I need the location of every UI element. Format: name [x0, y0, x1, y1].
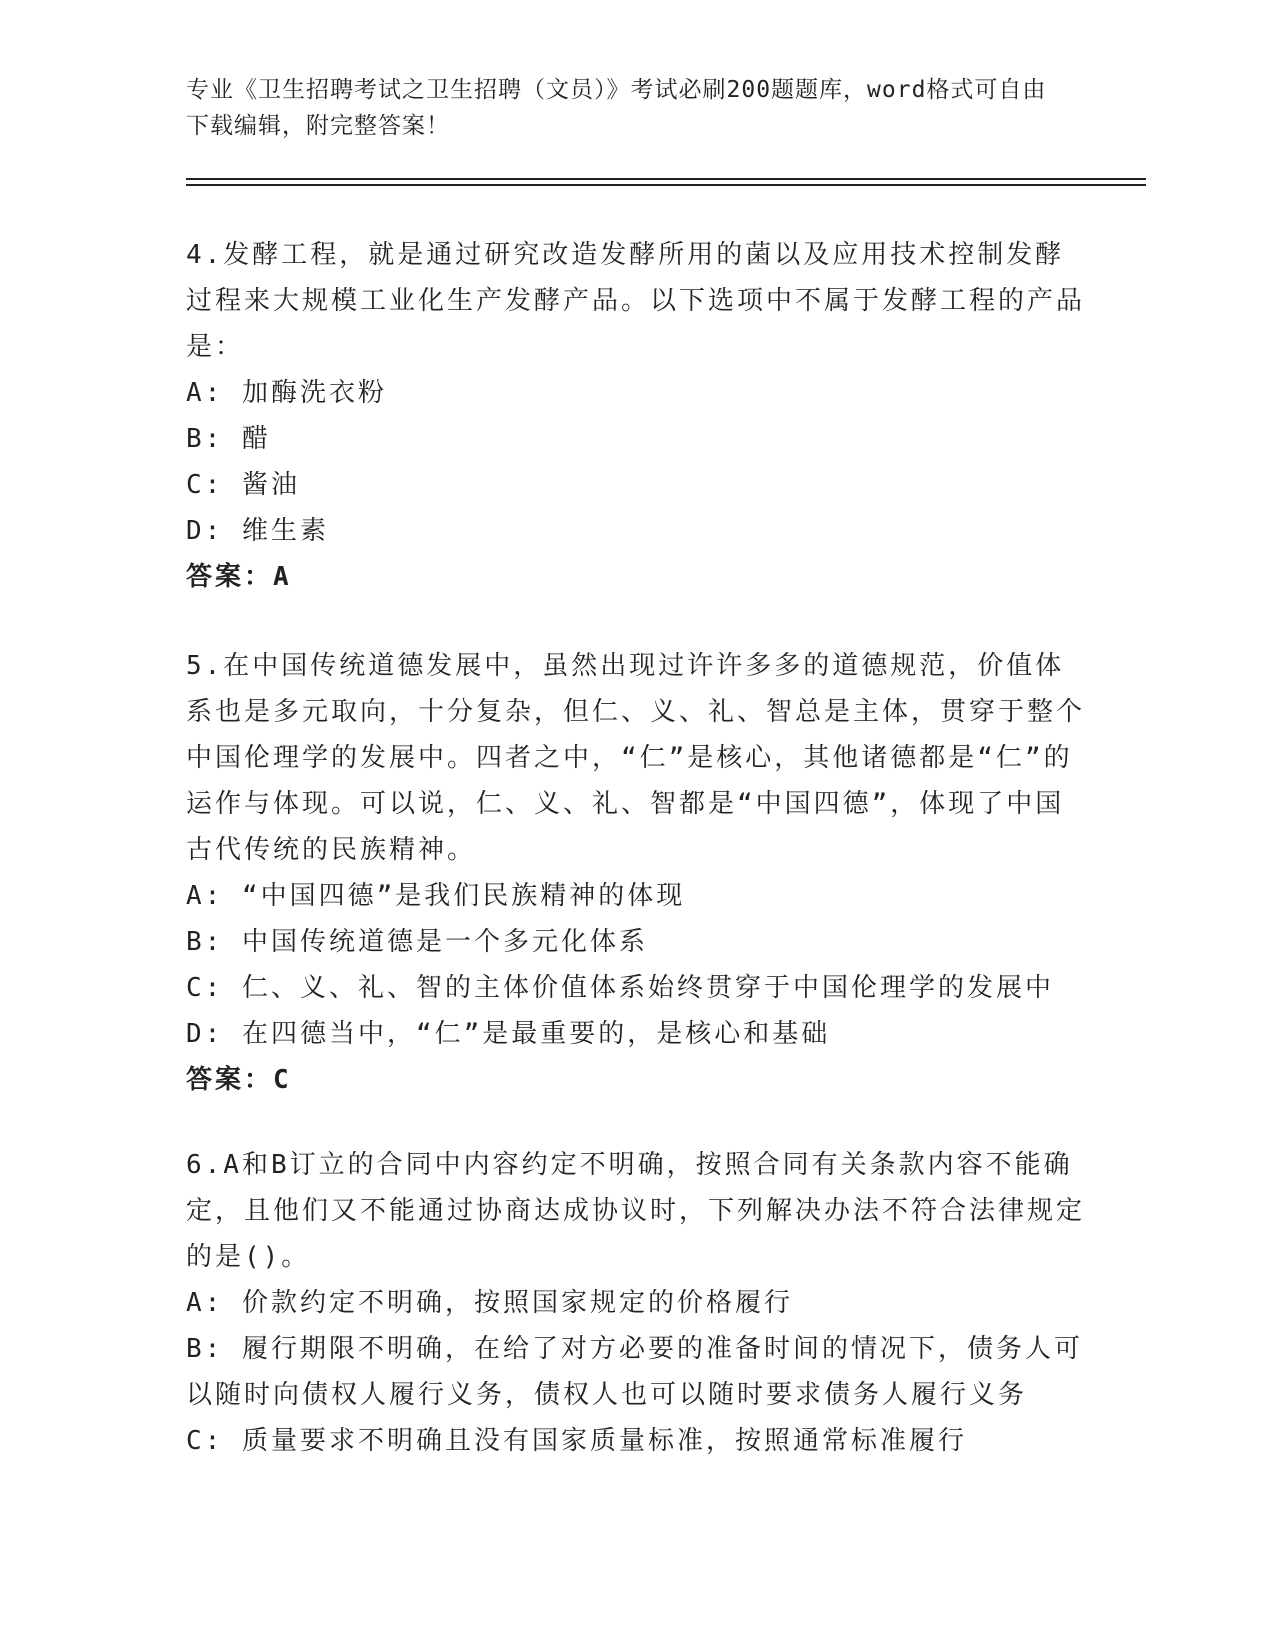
- option-a: A: 加酶洗衣粉: [186, 378, 387, 408]
- header-divider-top: [186, 178, 1146, 180]
- option-b: B: 中国传统道德是一个多元化体系: [186, 927, 648, 957]
- question-text: 6.A和B订立的合同中内容约定不明确，按照合同有关条款内容不能确定，且他们又不能通过协商达成协议时，下列解决办法不符合法律规定的是()。: [186, 1150, 1086, 1272]
- answer: 答案：A: [186, 562, 292, 592]
- option-c: C: 质量要求不明确且没有国家质量标准，按照通常标准履行: [186, 1426, 967, 1456]
- option-d: D: 维生素: [186, 516, 329, 546]
- option-a: A: 价款约定不明确，按照国家规定的价格履行: [186, 1288, 793, 1318]
- option-c: C: 酱油: [186, 470, 300, 500]
- header-divider-bottom: [186, 184, 1146, 186]
- option-c: C: 仁、义、礼、智的主体价值体系始终贯穿于中国伦理学的发展中: [186, 973, 1054, 1003]
- option-b: B: 履行期限不明确，在给了对方必要的准备时间的情况下，债务人可以随时向债权人履行义务，债权人也可以随时要求债务人履行义务: [186, 1334, 1083, 1410]
- question-4: [186, 232, 1086, 600]
- question-6: [186, 1142, 1086, 1464]
- question-5: [186, 643, 1086, 1103]
- option-a: A: “中国四德”是我们民族精神的体现: [186, 881, 686, 911]
- answer: 答案：C: [186, 1065, 292, 1095]
- option-b: B: 醋: [186, 424, 271, 454]
- question-text: 5.在中国传统道德发展中，虽然出现过许许多多的道德规范，价值体系也是多元取向，十分复杂，但仁、义、礼、智总是主体，贯穿于整个中国伦理学的发展中。四者之中，“仁”是核心，其他诸德都是“仁”的运作与体现。可以说，仁、义、礼、智都是“中国四德”，体现了中国古代传统的民族精神。: [186, 651, 1086, 865]
- option-d: D: 在四德当中，“仁”是最重要的，是核心和基础: [186, 1019, 831, 1049]
- document-header: 专业《卫生招聘考试之卫生招聘（文员）》考试必刷200题题库，word格式可自由下载编辑，附完整答案！: [186, 77, 1047, 139]
- question-text: 4.发酵工程，就是通过研究改造发酵所用的菌以及应用技术控制发酵过程来大规模工业化生产发酵产品。以下选项中不属于发酵工程的产品是：: [186, 240, 1086, 362]
